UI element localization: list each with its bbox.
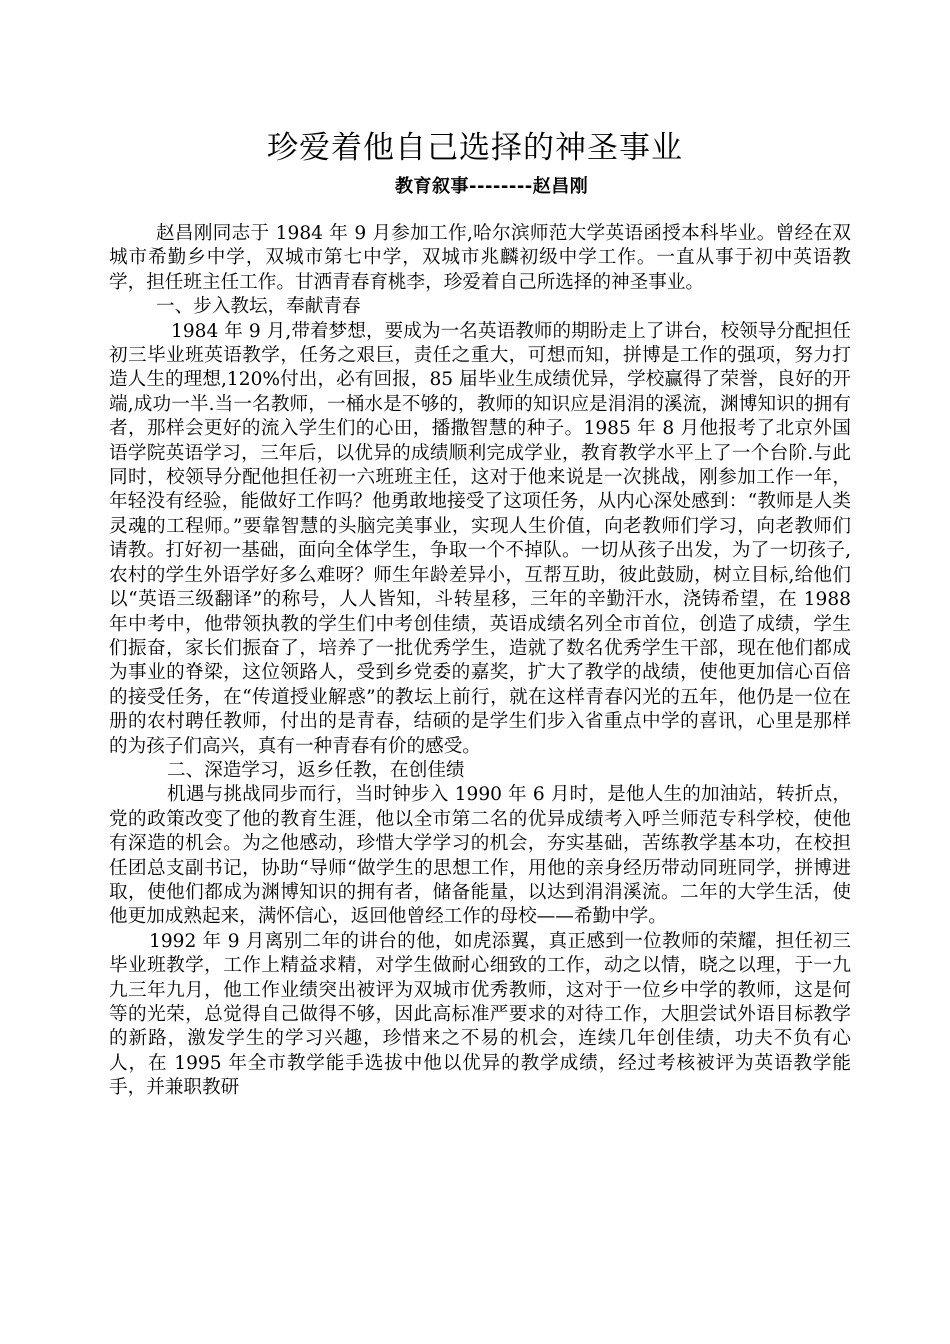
paragraph-section-2b: 1992 年 9 月离别二年的讲台的他，如虎添翼，真正感到一位教师的荣耀，担任初三毕业班教学，工作上精益求精，对学生做耐心细致的工作，动之以情，晓之以理，于一九九三年九月，他工作业绩突出被评为双城市优秀教师，这对于一位乡中学的教师，这是何等的光荣，总觉得自己做得不够，因此高标准严要求的对待工作，大胆尝试外语目标教学的新路，激发学生的学习兴趣，珍惜来之不易的机会，连续几年创佳绩，功夫不负有心人，在 1995 年全市教学能手选拔中他以优异的教学成绩，经过考核被评为英语教学能手，并兼职教研 bbox=[109, 930, 851, 1099]
document-title: 珍爱着他自己选择的神圣事业 bbox=[267, 130, 683, 166]
section-heading-2: 二、深造学习，返乡任教，在创佳绩 bbox=[167, 759, 465, 781]
section-heading-1: 一、步入教坛，奉献青春 bbox=[156, 296, 361, 318]
paragraph-intro: 赵昌刚同志于 1984 年 9 月参加工作,哈尔滨师范大学英语函授本科毕业。曾经在双城市希勤乡中学，双城市第七中学，双城市兆麟初级中学工作。一直从事于初中英语教学，担任班主任工作。甘洒青春育桃李，珍爱着自己所选择的神圣事业。 bbox=[109, 223, 851, 293]
document-subtitle: 教育叙事--------赵昌刚 bbox=[395, 176, 589, 197]
document-body bbox=[109, 222, 851, 1101]
paragraph-section-1: 1984 年 9 月,带着梦想，要成为一名英语教师的期盼走上了讲台，校领导分配担任初三毕业班英语教学，任务之艰巨，责任之重大，可想而知，拼博是工作的强项，努力打造人生的理想,120%付出，必有回报，85 届毕业生成绩优异，学校赢得了荣誉，良好的开端,成功一半.当一名教师，一桶水是不够的，教师的知识应是涓涓的溪流，渊博知识的拥有者，那样会更好的流入学生们的心田，播撒智慧的种子。1985 年 8 月他报考了北京外国语学院英语学习，三年后，以优异的成绩顺利完成学业，教育教学水平上了一个台阶.与此同时，校领导分配他担任初一六班班主任，这对于他来说是一次挑战，刚参加工作一年，年轻没有经验，能做好工作吗？他勇敢地接受了这项任务，从内心深处感到：“教师是人类灵魂的工程师。”要靠智慧的头脑完美事业，实现人生价值，向老教师们学习，向老教师们请教。打好初一基础，面向全体学生，争取一个不掉队。一切从孩子出发，为了一切孩子,农村的学生外语学好多么难呀？师生年龄差异小，互帮互助，彼此鼓励，树立目标,给他们以“英语三级翻译”的称号，人人皆知，斗转星移，三年的辛勤汗水，浇铸希望，在 1988 年中考中，他带领执教的学生们中考创佳绩，英语成绩名列全市首位，创造了成绩，学生们振奋，家长们振奋了，培养了一批优秀学生，造就了数名优秀学生干部，现在他们都成为事业的脊梁，这位领路人，受到乡党委的嘉奖，扩大了教学的战绩，使他更加信心百倍的接受任务，在“传道授业解惑”的教坛上前行，就在这样青春闪光的五年，他仍是一位在册的农村聘任教师，付出的是青春，结硕的是学生们步入省重点中学的喜讯，心里是那样的为孩子们高兴，真有一种青春有价的感受。 bbox=[109, 320, 851, 757]
paragraph-section-2a: 机遇与挑战同步而行，当时钟步入 1990 年 6 月时，是他人生的加油站，转折点，党的政策改变了他的教育生涯，他以全市第二名的优异成绩考入呼兰师范专科学校，使他有深造的机会。为之他感动，珍惜大学学习的机会，夯实基础，苦练教学基本功，在校担任团总支副书记，协助“导师“做学生的思想工作，用他的亲身经历带动同班同学，拼博进取，使他们都成为渊博知识的拥有者，储备能量，以达到涓涓溪流。二年的大学生活，使他更加成熟起来，满怀信心，返回他曾经工作的母校——希勤中学。 bbox=[109, 784, 851, 928]
